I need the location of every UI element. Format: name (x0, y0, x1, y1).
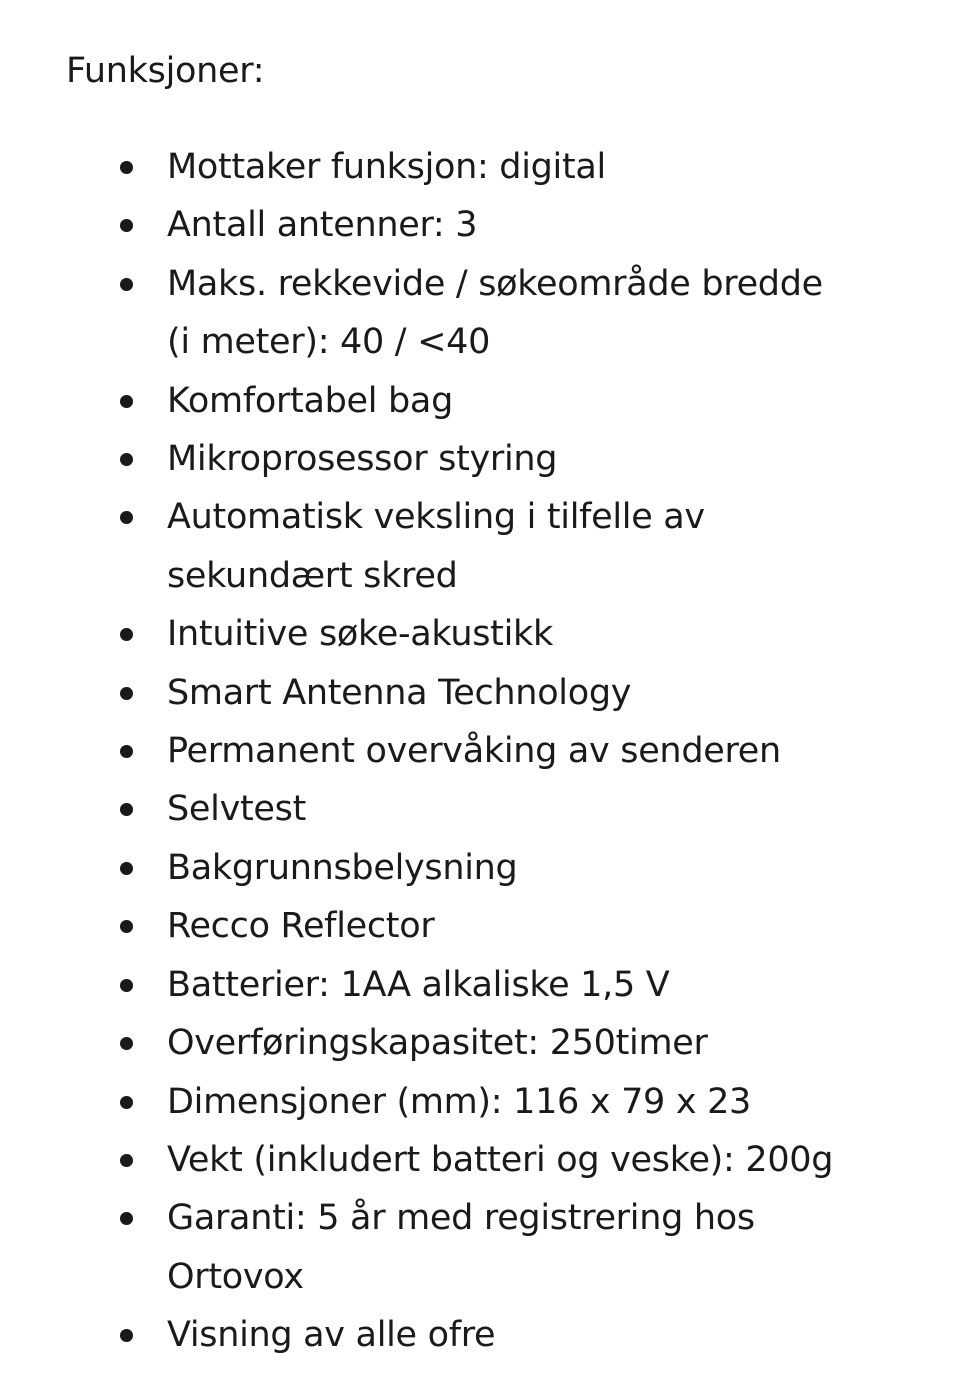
feature-item (167, 488, 856, 605)
bullet-icon (120, 979, 133, 992)
bullet-icon (120, 745, 133, 758)
bullet-icon (120, 803, 133, 816)
feature-item (167, 1131, 856, 1189)
features-heading: Funksjoner: (66, 51, 265, 91)
bullet-icon (120, 395, 133, 408)
feature-text: Recco Reflector (167, 906, 435, 947)
feature-text: Smart Antenna Technology (167, 672, 632, 713)
feature-text: Komfortabel bag (167, 380, 453, 421)
bullet-icon (120, 511, 133, 524)
feature-text: Mikroprosessor styring (167, 439, 558, 480)
feature-item (167, 722, 856, 780)
feature-item (167, 138, 856, 196)
bullet-icon (120, 1096, 133, 1109)
feature-item (167, 1306, 856, 1364)
feature-text: Intuitive søke-akustikk (167, 614, 553, 655)
feature-text: Permanent overvåking av senderen (167, 731, 781, 772)
feature-text: Antall antenner: 3 (167, 205, 478, 246)
bullet-icon (120, 920, 133, 933)
bullet-icon (120, 1212, 133, 1225)
bullet-icon (120, 161, 133, 174)
features-list (66, 138, 856, 1365)
bullet-icon (120, 687, 133, 700)
feature-item (167, 897, 856, 955)
feature-item (167, 372, 856, 430)
feature-item (167, 956, 856, 1014)
bullet-icon (120, 862, 133, 875)
bullet-icon (120, 1154, 133, 1167)
bullet-icon (120, 1037, 133, 1050)
feature-text: Garanti: 5 år med registrering hos Ortovox (167, 1198, 755, 1297)
feature-text: Bakgrunnsbelysning (167, 847, 518, 888)
feature-text: Mottaker funksjon: digital (167, 147, 606, 187)
feature-text: Visning av alle ofre (167, 1315, 496, 1356)
bullet-icon (120, 219, 133, 232)
bullet-icon (120, 278, 133, 291)
feature-text: Maks. rekkevide / søkeområde bredde (i meter): 40 / <40 (167, 263, 823, 363)
feature-item (167, 1073, 856, 1131)
feature-item (167, 1014, 856, 1072)
feature-item (167, 1189, 856, 1306)
feature-item (167, 196, 856, 254)
bullet-icon (120, 453, 133, 466)
feature-item (167, 664, 856, 722)
bullet-icon (120, 1329, 133, 1342)
feature-item (167, 255, 856, 372)
feature-item (167, 605, 856, 663)
feature-text: Overføringskapasitet: 250timer (167, 1023, 708, 1064)
feature-text: Automatisk veksling i tilfelle av sekundært skred (167, 497, 705, 596)
bullet-icon (120, 628, 133, 641)
feature-text: Batterier: 1AA alkaliske 1,5 V (167, 964, 670, 1005)
feature-text: Dimensjoner (mm): 116 x 79 x 23 (167, 1081, 752, 1122)
feature-item (167, 780, 856, 838)
feature-text: Selvtest (167, 789, 307, 830)
feature-item (167, 430, 856, 488)
feature-item (167, 839, 856, 897)
feature-text: Vekt (inkludert batteri og veske): 200g (167, 1139, 834, 1180)
